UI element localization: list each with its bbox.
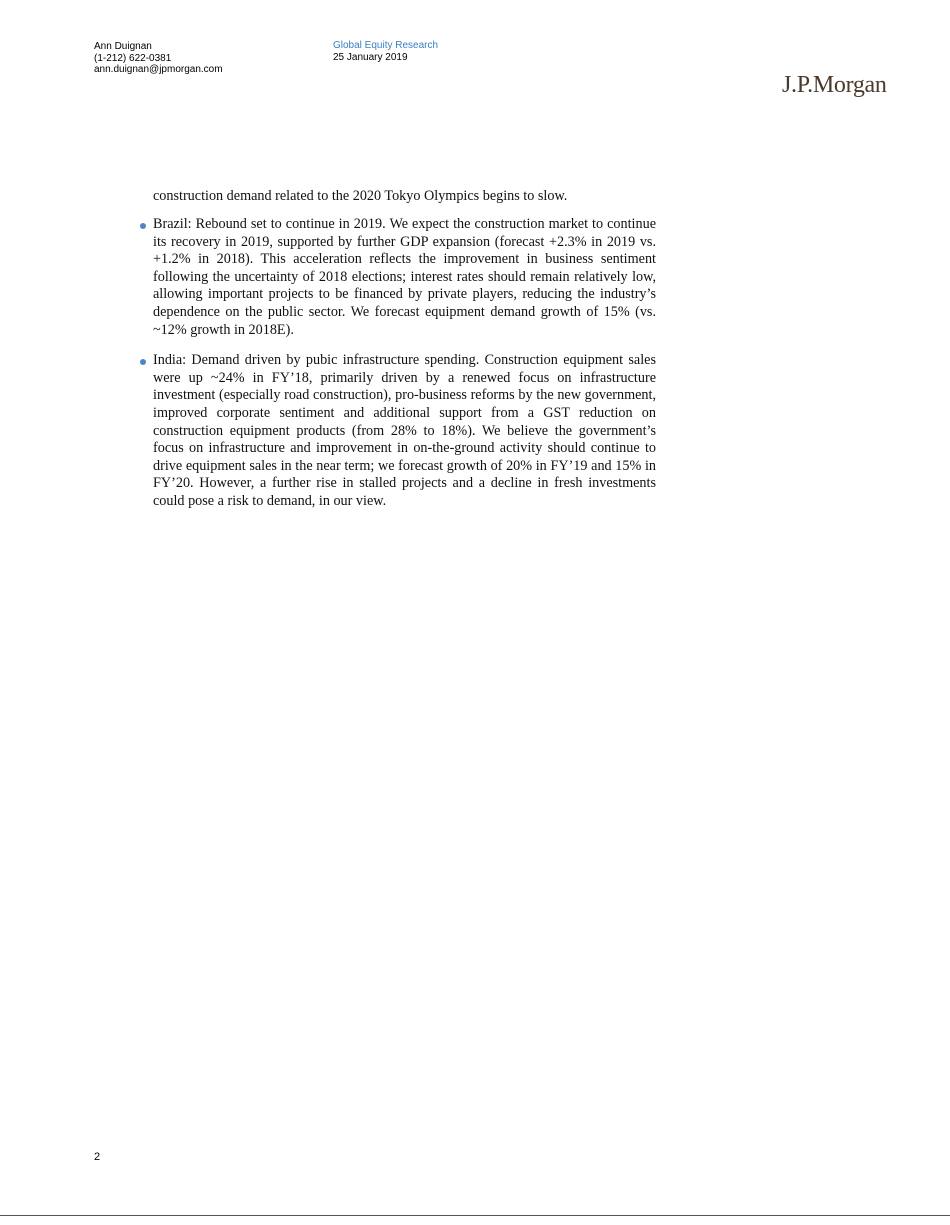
bullet-text-india: India: Demand driven by pubic infrastructure spending. Construction equipment sales were up ~24% in FY’18, primarily driven by a renewed focus on infrastructure investment (especially road construction), pro-business reforms by the new government, improved corporate sentiment and additional support from a GST reduction on construction equipment products (from 28% to 18%). We believe the government’s focus on infrastructure and improvement in on-the-ground activity should continue to drive equipment sales in the near term; we forecast growth of 20% in FY’19 and 15% in FY’20. However, a further rise in stalled projects and a decline in fresh investments could pose a risk to demand, in our view. [153,352,656,509]
continuation-paragraph: construction demand related to the 2020 Tokyo Olympics begins to slow. [153,188,568,204]
bullet-item-india [153,352,656,510]
report-info [333,40,438,64]
bullet-text-brazil: Brazil: Rebound set to continue in 2019. We expect the construction market to continue its recovery in 2019, supported by further GDP expansion (forecast +2.3% in 2019 vs. +1.2% in 2018). This acceleration reflects the improvement in business sentiment following the uncertainty of 2018 elections; interest rates should remain relatively low, allowing important projects to be financed by private players, reducing the industry’s dependence on the public sector. We forecast equipment demand growth of 15% (vs. ~12% growth in 2018E). [153,216,656,338]
author-block [94,41,223,76]
jpmorgan-logo: J.P.Morgan [782,72,887,98]
bullet-dot-icon [140,223,146,229]
author-phone: (1-212) 622-0381 [94,52,172,64]
department-label: Global Equity Research [333,40,439,51]
author-name: Ann Duignan [94,41,152,52]
footer-divider [0,1215,950,1216]
bullet-list [153,216,656,524]
bullet-dot-icon [140,359,146,365]
page-number: 2 [94,1151,101,1163]
author-email: ann.duignan@jpmorgan.com [94,64,223,75]
report-date: 25 January 2019 [333,52,408,63]
bullet-item-brazil [153,216,656,339]
